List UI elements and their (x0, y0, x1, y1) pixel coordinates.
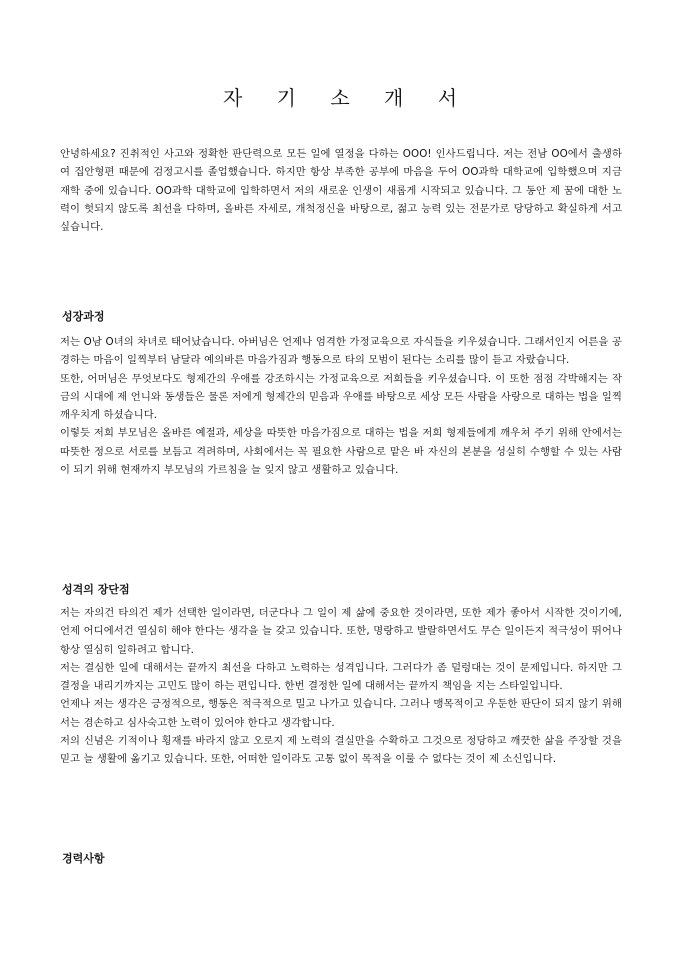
section-heading-growth: 성장과정 (62, 310, 105, 323)
growth-paragraph: 이렇듯 저희 부모님은 올바른 예절과, 세상을 따뜻한 마음가짐으로 대하는 법을 저희 형제들에게 깨우쳐 주기 위해 안에서는 따뜻한 정으로 서로를 보듬고 격려하며, 사회에서는 꼭 필요한 사람으로 맡은 바 자신의 본분을 성실히 수행할 수 있는 사람이 되기 위해 현재까지 부모님의 가르침을 늘 잊지 않고 생활하고 있습니다. (60, 427, 622, 477)
section-heading-personality: 성격의 장단점 (62, 583, 130, 596)
personality-paragraph: 저의 신념은 기적이나 횡재를 바라지 않고 오로지 제 노력의 결실만을 수확하고 그것으로 정당하고 깨끗한 삶을 주장할 것을 믿고 늘 생활에 옮기고 있습니다. 또한, 어떠한 일이라도 고통 없이 목적을 이룰 수 없다는 것이 제 소신입니다. (60, 735, 622, 766)
personality-paragraph: 언제나 저는 생각은 긍정적으로, 행동은 적극적으로 밀고 나가고 있습니다. 그러나 맹목적이고 우둔한 판단이 되지 않기 위해서는 겸손하고 심사숙고한 노력이 있어야 한다고 생각합니다. (60, 698, 622, 729)
growth-paragraph: 저는 O남 O녀의 차녀로 태어났습니다. 아버님은 언제나 엄격한 가정교육으로 자식들을 키우셨습니다. 그래서인지 어른을 공경하는 마음이 일찍부터 남달라 예의바른 마음가짐과 행동으로 타의 모범이 된다는 소리를 많이 듣고 자랐습니다. (60, 336, 622, 367)
growth-paragraph: 또한, 어머님은 무엇보다도 형제간의 우애를 강조하시는 가정교육으로 저희들을 키우셨습니다. 이 또한 점점 각박해지는 작금의 시대에 제 언니와 동생들은 물론 저에게 형제간의 믿음과 우애를 바탕으로 세상 모든 사람을 사랑으로 대하는 법을 일찍 깨우치게 하셨습니다. (60, 372, 622, 422)
personality-paragraph: 저는 결심한 일에 대해서는 끝까지 최선을 다하고 노력하는 성격입니다. 그러다가 좀 덜렁대는 것이 문제입니다. 하지만 그 결정을 내리기까지는 고민도 많이 하는 편입니다. 한번 결정한 일에 대해서는 끝까지 책임을 지는 스타일입니다. (60, 661, 622, 693)
growth-section-body (60, 333, 622, 479)
personality-paragraph: 저는 자의건 타의건 제가 선택한 일이라면, 더군다나 그 일이 제 삶에 중요한 것이라면, 또한 제가 좋아서 시작한 것이기에, 언제 어디에서건 열심히 해야 한다는 생각을 늘 갖고 있습니다. 또한, 명랑하고 발랄하면서도 무슨 일이든지 적극성이 뛰어나 항상 열심히 일하려고 합니다. (60, 607, 622, 656)
intro-paragraph: 안녕하세요? 진취적인 사고와 정확한 판단력으로 모든 일에 열정을 다하는 OOO! 인사드립니다. 저는 전남 OO에서 출생하여 집안형편 때문에 검정고시를 졸업했습니다. 하지만 항상 부족한 공부에 마음을 두어 OO과학 대학교에 입학했으며 지금 재학 중에 있습니다. OO과학 대학교에 입학하면서 저의 새로운 인생이 새롭게 시작되고 있습니다. 그 동안 제 꿈에 대한 노력이 헛되지 않도록 최선을 다하며, 올바른 자세로, 개척정신을 바탕으로, 젊고 능력 있는 전문가로 당당하고 확실하게 서고 싶습니다. (60, 148, 622, 234)
section-heading-career: 경력사항 (62, 852, 105, 865)
personality-section-body (60, 604, 622, 769)
document-title: 자 기 소 개 서 (222, 86, 472, 110)
